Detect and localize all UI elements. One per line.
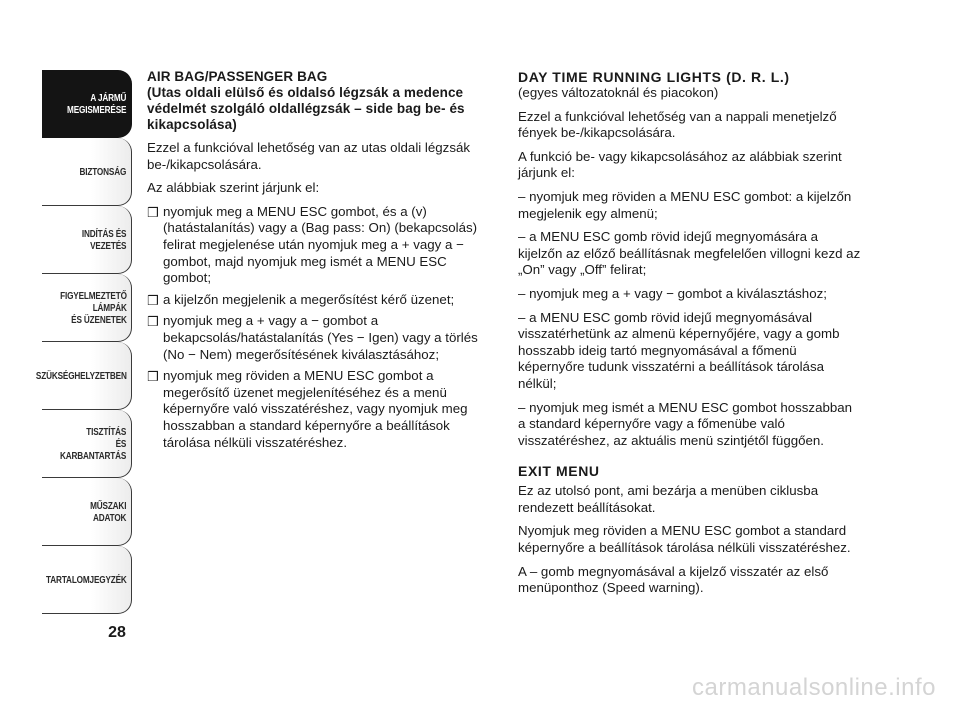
paragraph: – nyomjuk meg ismét a MENU ESC gombot hosszabban a standard képernyőre vagy a főmenübe való visszatéréshez, az aktuális menü szintjétől függően. xyxy=(518,399,853,448)
list-item-text: nyomjuk meg a MENU ESC gombot, és a (v) (hatástalanítás) vagy a (Bag pass: On) (bekapcsolás) felirat megjelenése után nyomjuk meg a + vagy a − gombot, majd nyomjuk meg ismét a MENU ESC gombot; xyxy=(163,203,478,286)
paragraph: – nyomjuk meg a + vagy − gombot a kiválasztáshoz; xyxy=(518,285,827,301)
exit-menu-title: EXIT MENU xyxy=(518,463,600,480)
tab-label: MŰSZAKI ADATOK xyxy=(90,499,127,524)
section-subtitle: (egyes változatoknál és piacokon) xyxy=(518,85,719,100)
paragraph: Ezzel a funkcióval lehetőség van az utas oldali légzsák be-/kikapcsolására. xyxy=(147,140,471,172)
tab-label: A JÁRMŰ MEGISMERÉSE xyxy=(67,92,127,116)
paragraph: Nyomjuk meg röviden a MENU ESC gombot a standard képernyőre a beállítások tárolása nélküli visszatéréshez. xyxy=(518,523,851,556)
paragraph: Ezzel a funkcióval lehetőség van a nappali menetjelző fények be-/kikapcsolására. xyxy=(518,108,837,141)
tab-label: FIGYELMEZTETŐ LÁMPÁK ÉS ÜZENETEK xyxy=(59,289,127,326)
section-title: AIR BAG/PASSENGER BAG xyxy=(147,69,328,84)
tab-warning-lights[interactable] xyxy=(42,274,132,342)
paragraph: Az alábbiak szerint járjunk el: xyxy=(147,180,320,196)
list-item xyxy=(147,368,497,451)
tab-label: SZÜKSÉGHELYZETBEN xyxy=(35,369,127,382)
tab-emergency[interactable] xyxy=(35,342,132,410)
list-item xyxy=(147,204,497,287)
instruction-list xyxy=(147,204,497,451)
tab-label: INDÍTÁS ÉS VEZETÉS xyxy=(81,227,127,252)
tab-technical-data[interactable] xyxy=(42,478,132,546)
tab-label: TARTALOMJEGYZÉK xyxy=(45,573,127,586)
tab-label: BIZTONSÁG xyxy=(79,165,127,178)
paragraph: Ez az utolsó pont, ami bezárja a menüben ciklusba rendezett beállításokat. xyxy=(518,483,819,515)
watermark: carmanualsonline.info xyxy=(692,674,936,701)
list-item-text: a kijelzőn megjelenik a megerősítést kérő üzenet; xyxy=(163,291,455,307)
airbag-section xyxy=(147,69,497,456)
checkbox-bullet-icon: ❒ xyxy=(147,314,159,330)
paragraph: – a MENU ESC gomb rövid idejű megnyomásával visszatérhetünk az almenü képernyőjére, vagy a gomb hosszabb ideig tartó megnyomásával a főmenü képernyőre tudunk visszatérni a beállítások tárolása nélkül; xyxy=(518,309,840,391)
checkbox-bullet-icon: ❒ xyxy=(147,369,159,385)
checkbox-bullet-icon: ❒ xyxy=(147,292,159,308)
page-number: 28 xyxy=(108,624,126,641)
list-item-text: nyomjuk meg röviden a MENU ESC gombot a megerősítő üzenet megjelenítéséhez és a menü képernyőre való visszatéréshez, vagy nyomjuk meg hosszabban a standard képernyőre a beállítások tárolása nélküli visszatéréshez. xyxy=(163,368,468,450)
section-subtitle: (Utas oldali elülső és oldalsó légzsák a medence védelmét szolgáló oldallégzsák – side bag be- és kikapcsolása) xyxy=(147,85,465,132)
paragraph: – nyomjuk meg röviden a MENU ESC gombot: a kijelzőn megjelenik egy almenü; xyxy=(518,188,852,221)
list-item-text: nyomjuk meg a + vagy a − gombot a bekapcsolás/hatástalanítás (Yes − Igen) vagy a törlés (No − Nem) megerősítésének kiválasztásához; xyxy=(163,313,478,362)
section-title: DAY TIME RUNNING LIGHTS (D. R. L.) xyxy=(518,69,790,85)
drl-section xyxy=(518,69,863,604)
section-tabs xyxy=(35,70,132,614)
paragraph: – a MENU ESC gomb rövid idejű megnyomására a kijelzőn az előző beállításnak megfelelően villogni kezd az „On” vagy „Off” felirat; xyxy=(518,229,861,278)
tab-index[interactable] xyxy=(42,546,132,614)
list-item xyxy=(147,313,497,363)
tab-label: TISZTÍTÁS ÉS KARBANTARTÁS xyxy=(60,425,127,462)
paragraph: A funkció be- vagy kikapcsolásához az alábbiak szerint járjunk el: xyxy=(518,148,842,181)
list-item xyxy=(147,292,497,309)
tab-starting-driving[interactable] xyxy=(42,206,132,274)
tab-vehicle-overview[interactable] xyxy=(42,70,132,138)
tab-maintenance[interactable] xyxy=(42,410,132,478)
tab-safety[interactable] xyxy=(42,138,132,206)
paragraph: A – gomb megnyomásával a kijelző visszatér az első menüponthoz (Speed warning). xyxy=(518,563,829,596)
checkbox-bullet-icon: ❒ xyxy=(147,204,159,220)
